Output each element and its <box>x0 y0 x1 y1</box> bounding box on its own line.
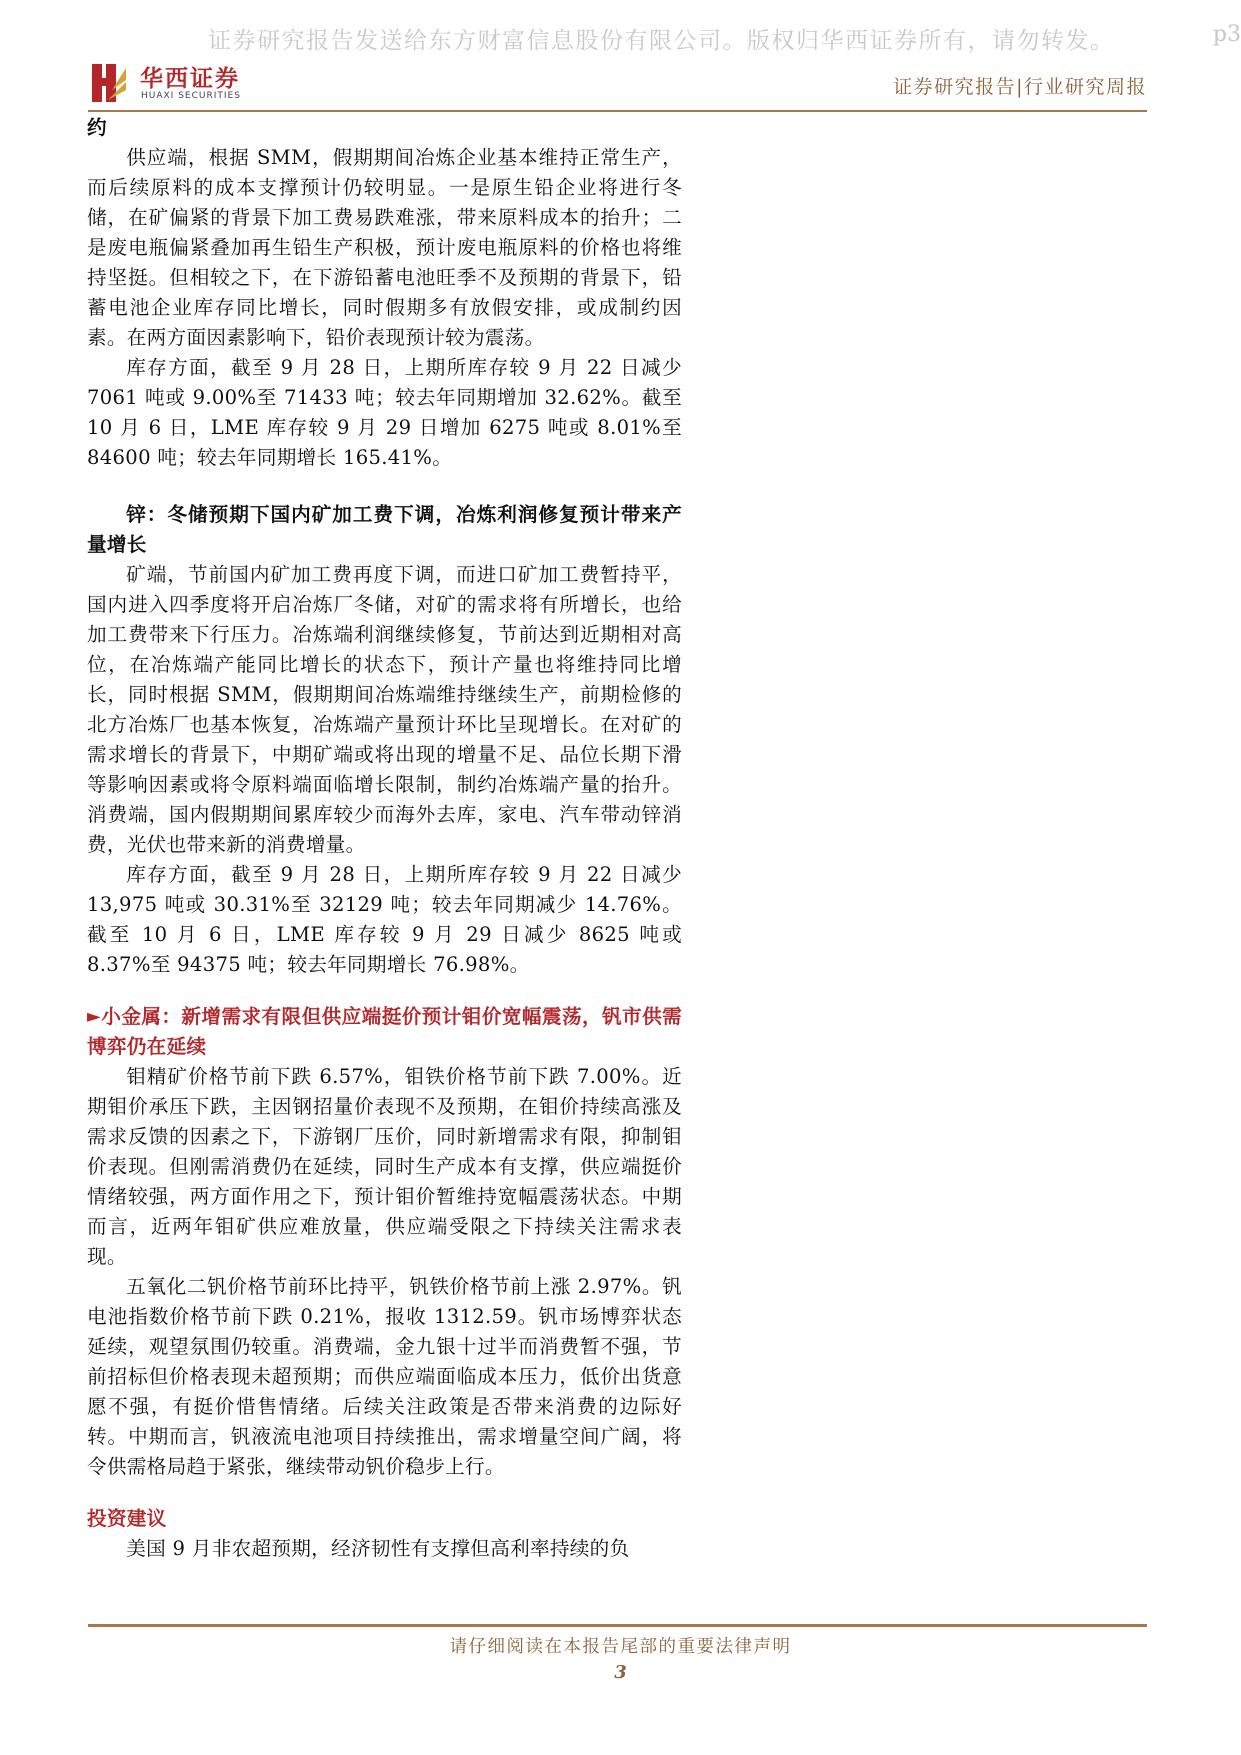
watermark: 证券研究报告发送给东方财富信息股份有限公司。版权归华西证券所有，请勿转发。 <box>208 28 1115 54</box>
report-body <box>87 113 682 1564</box>
investment-paragraph: 美国 9 月非农超预期，经济韧性有支撑但高利率持续的负 <box>126 1537 630 1560</box>
zinc-heading: 锌：冬储预期下国内矿加工费下调，冶炼利润修复预计带来产量增长 <box>87 503 682 556</box>
lead-inventory-paragraph: 库存方面，截至 9 月 28 日，上期所库存较 9 月 22 日减少 7061 吨或 9.00%至 71433 吨；较去年同期增加 32.62%。截至 10 月 6 日，LME 库存较 9 月 29 日增加 6275 吨或 8.01%至 84600 吨；较去年同期增长 165.41%。 <box>87 356 682 469</box>
page-number: 3 <box>614 1662 627 1683</box>
zinc-inventory-paragraph: 库存方面，截至 9 月 28 日，上期所库存较 9 月 22 日减少 13,975 吨或 30.31%至 32129 吨；较去年同期减少 14.76%。截至 10 月 6 日，LME 库存较 9 月 29 日减少 8625 吨或 8.37%至 94375 吨；较去年同期增长 76.98%。 <box>87 863 682 976</box>
footer-divider <box>88 1624 1147 1627</box>
triangle-marker-icon: ► <box>87 1006 102 1027</box>
minor-metals-heading <box>87 1002 682 1062</box>
huaxi-logo-icon <box>88 60 130 104</box>
minor-metals-heading-text: 小金属：新增需求有限但供应端挺价预计钼价宽幅震荡，钒市供需博弈仍在延续 <box>87 1005 682 1058</box>
report-type-label: 证券研究报告|行业研究周报 <box>893 76 1147 98</box>
zinc-supply-paragraph: 矿端，节前国内矿加工费再度下调，而进口矿加工费暂持平，国内进入四季度将开启冶炼厂冬储，对矿的需求将有所增长，也给加工费带来下行压力。冶炼端利润继续修复，节前达到近期相对高位，在冶炼端产能同比增长的状态下，预计产量也将维持同比增长，同时根据 SMM，假期期间冶炼端维持继续生产，前期检修的北方冶炼厂也基本恢复，冶炼端产量预计环比呈现增长。在对矿的需求增长的背景下，中期矿端或将出现的增量不足、品位长期下滑等影响因素或将令原料端面临增长限制，制约冶炼端产量的抬升。消费端，国内假期期间累库较少而海外去库，家电、汽车带动锌消费，光伏也带来新的消费增量。 <box>87 563 682 856</box>
logo-text-en: HUAXI SECURITIES <box>141 91 241 101</box>
lead-supply-paragraph: 供应端，根据 SMM，假期期间冶炼企业基本维持正常生产，而后续原料的成本支撑预计仍较明显。一是原生铅企业将进行冬储，在矿偏紧的背景下加工费易跌难涨，带来原料成本的抬升；二是废电瓶偏紧叠加再生铅生产积极，预计废电瓶原料的价格也将维持坚挺。但相较之下，在下游铅蓄电池旺季不及预期的背景下，铅蓄电池企业库存同比增长，同时假期多有放假安排，或成制约因素。在两方面因素影响下，铅价表现预计较为震荡。 <box>87 146 682 349</box>
logo-text-cn: 华西证券 <box>140 65 240 92</box>
header-divider <box>88 110 1147 112</box>
vanadium-paragraph: 五氧化二钒价格节前环比持平，钒铁价格节前上涨 2.97%。钒电池指数价格节前下跌 0.21%，报收 1312.59。钒市场博弈状态延续，观望氛围仍较重。消费端，金九银十过半而消费暂不强，节前招标但价格表现未超预期；而供应端面临成本压力，低价出货意愿不强，有挺价惜售情绪。后续关注政策是否带来消费的边际好转。中期而言，钒液流电池项目持续推出，需求增量空间广阔，将令供需格局趋于紧张，继续带动钒价稳步上行。 <box>87 1275 682 1478</box>
legal-notice: 请仔细阅读在本报告尾部的重要法律声明 <box>449 1637 792 1657</box>
investment-heading: 投资建议 <box>87 1507 167 1530</box>
watermark-page: p3 <box>1212 22 1241 47</box>
molybdenum-paragraph: 钼精矿价格节前下跌 6.57%，钼铁价格节前下跌 7.00%。近期钼价承压下跌，主因钢招量价表现不及预期，在钼价持续高涨及需求反馈的因素之下，下游钢厂压价，同时新增需求有限，抑制钼价表现。但刚需消费仍在延续，同时生产成本有支撑，供应端挺价情绪较强，两方面作用之下，预计钼价暂维持宽幅震荡状态。中期而言，近两年钼矿供应难放量，供应端受限之下持续关注需求表现。 <box>87 1065 682 1268</box>
lead-fragment: 约 <box>87 116 107 139</box>
company-logo <box>88 60 288 106</box>
